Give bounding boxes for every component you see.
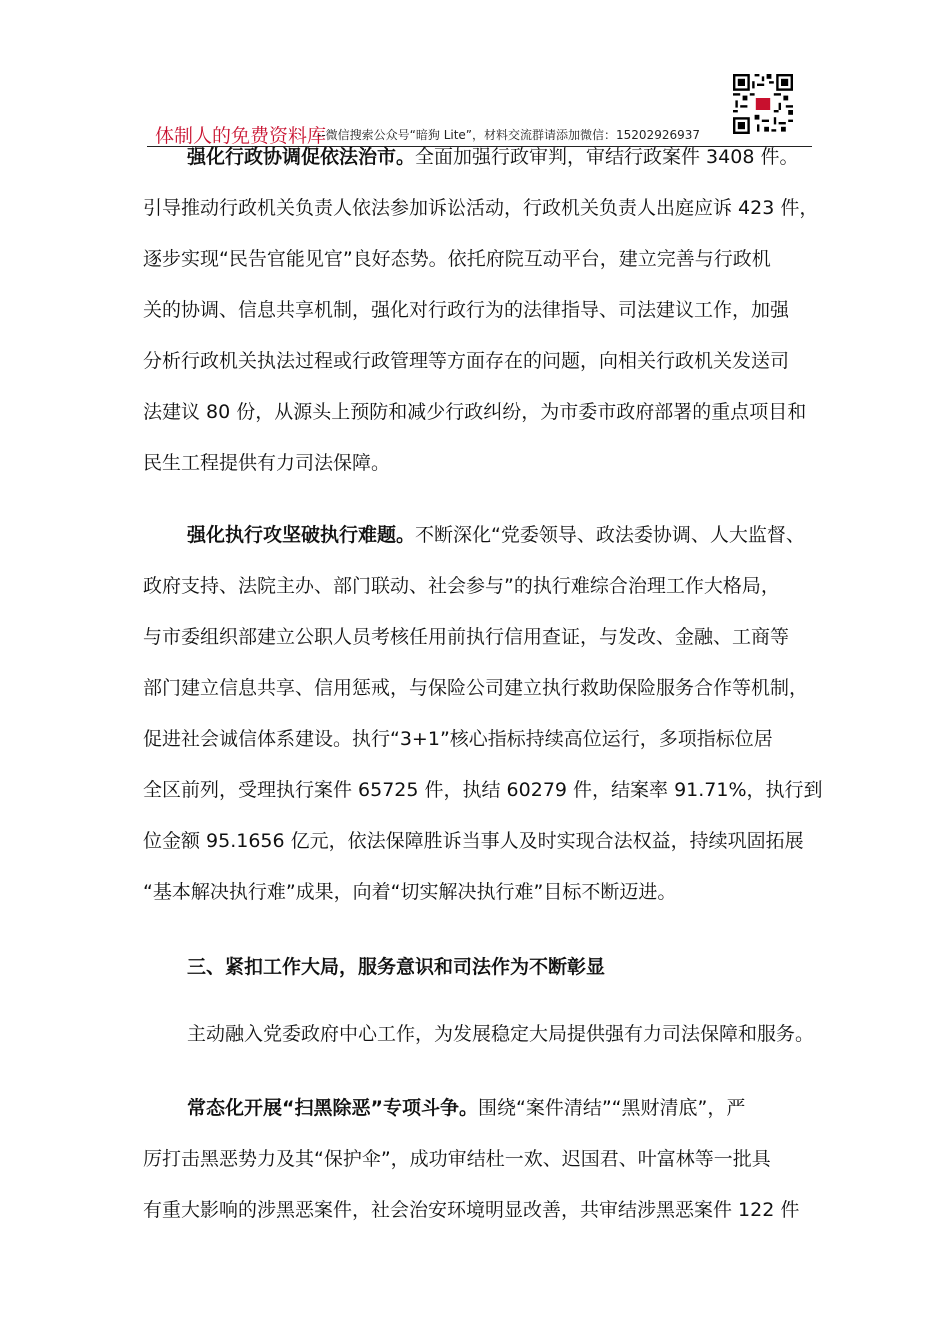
paragraph-line: “基本解决执行难”成果，向着“切实解决执行难”目标不断迈进。 [143,881,677,903]
paragraph-line: 全面加强行政审判，审结行政案件 3408 件。 [415,146,799,168]
paragraph-line: 逐步实现“民告官能见官”良好态势。依托府院互动平台，建立完善与行政机 [143,248,771,270]
paragraph-line: 部门建立信息共享、信用惩戒，与保险公司建立执行救助保险服务合作等机制， [143,677,809,699]
paragraph-line: 引导推动行政机关负责人依法参加诉讼活动，行政机关负责人出庭应诉 423 件， [143,197,819,219]
section-enforcement [143,510,823,918]
paragraph-line: 不断深化“党委领导、政法委协调、人大监督、 [415,524,805,546]
paragraph-line: 有重大影响的涉黑恶案件，社会治安环境明显改善，共审结涉黑恶案件 122 件 [143,1199,800,1221]
paragraph-line: 法建议 80 份，从源头上预防和减少行政纠纷，为市委市政府部署的重点项目和 [143,401,807,423]
paragraph-line: 围绕“案件清结”“黑财清底”，严 [477,1097,746,1119]
paragraph-line: 政府支持、法院主办、部门联动、社会参与”的执行难综合治理工作大格局， [143,575,780,597]
paragraph-line: 民生工程提供有力司法保障。 [143,452,391,474]
brand-title: 体制人的免费资料库 [155,125,327,147]
header-subtitle: --微信搜索公众号“暗狗 Lite”，材料交流群请添加微信：15202926937 [317,128,700,142]
section-lead: 常态化开展“扫黑除恶”专项斗争。 [187,1097,478,1119]
paragraph-line: 关的协调、信息共享机制，强化对行政行为的法律指导、司法建议工作，加强 [143,299,790,321]
paragraph-line: 分析行政机关执法过程或行政管理等方面存在的问题，向相关行政机关发送司 [143,350,790,372]
section-administrative-coordination [143,132,819,489]
paragraph-line: 厉打击黑恶势力及其“保护伞”，成功审结杜一欢、迟国君、叶富林等一批具 [143,1148,771,1170]
paragraph-line: 全区前列，受理执行案件 65725 件，执结 60279 件，结案率 91.71%，执行到 [143,779,823,801]
paragraph-line: 促进社会诚信体系建设。执行“3+1”核心指标持续高位运行，多项指标位居 [143,728,773,750]
qr-code-icon [733,74,793,134]
section-lead: 强化行政协调促依法治市。 [187,146,416,168]
section-anti-crime [143,1083,813,1236]
paragraph-line: 位金额 95.1656 亿元，依法保障胜诉当事人及时实现合法权益，持续巩固拓展 [143,830,804,852]
section-heading-3: 三、紧扣工作大局，服务意识和司法作为不断彰显 [187,956,606,978]
section-lead: 强化执行攻坚破执行难题。 [187,524,416,546]
paragraph-line: 与市委组织部建立公职人员考核任用前执行信用查证，与发改、金融、工商等 [143,626,790,648]
paragraph-line: 主动融入党委政府中心工作，为发展稳定大局提供强有力司法保障和服务。 [187,1023,815,1045]
section-intro [143,1009,813,1060]
